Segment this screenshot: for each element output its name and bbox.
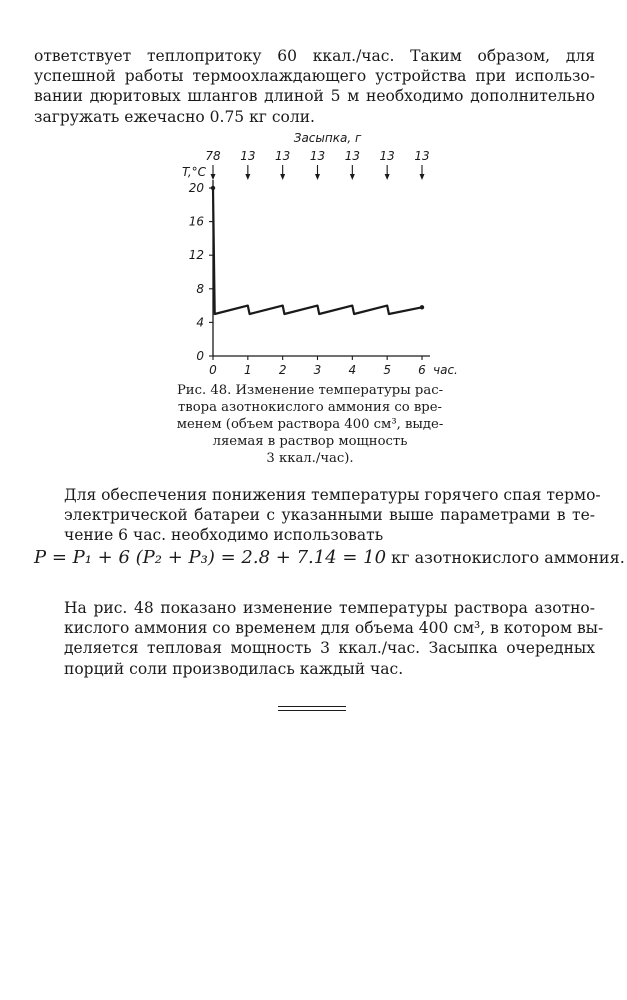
caption-line: твора азотнокислого аммония со вре- <box>177 400 442 415</box>
charge-label: 13 <box>240 149 256 163</box>
charge-arrow-head <box>315 174 320 180</box>
paragraph-line: Для обеспечения понижения температуры горячего спая термо- <box>64 486 601 504</box>
paragraph-line: загружать ежечасно 0.75 кг соли. <box>34 107 315 126</box>
paragraph-3 <box>34 598 604 679</box>
y-tick-label: 0 <box>196 349 204 363</box>
x-tick-label: 0 <box>209 363 217 377</box>
x-tick-label: 5 <box>383 363 391 377</box>
end-rule-top <box>278 706 346 707</box>
paragraph-line: электрической батареи с указанными выше параметрами в те- <box>64 506 595 525</box>
caption-line: менем (объем раствора 400 см³, выде- <box>176 417 444 432</box>
charge-label: 13 <box>344 149 360 163</box>
paragraph-1 <box>34 46 595 127</box>
y-tick-label: 12 <box>188 248 204 263</box>
figure-caption <box>150 382 470 467</box>
charge-arrow-head <box>280 174 285 180</box>
caption-line: ляемая в раствор мощность <box>212 434 408 449</box>
series-end-point <box>420 305 424 309</box>
y-axis-label: T,°C <box>181 165 207 179</box>
x-tick-label: 2 <box>278 363 287 377</box>
charge-label: 13 <box>379 149 395 163</box>
x-axis-label: час. <box>433 363 458 377</box>
charge-arrow-head <box>420 174 425 180</box>
charge-arrow-head <box>350 174 355 180</box>
charge-label: 13 <box>309 149 326 163</box>
charge-arrow-head <box>211 174 216 180</box>
paragraph-line: кислого аммония со временем для объема 400 см³, в котором вы- <box>64 619 604 638</box>
chart-title: Засыпка, г <box>293 131 362 145</box>
x-tick-label: 4 <box>348 363 357 377</box>
paragraph-2 <box>34 485 601 546</box>
y-tick-label: 16 <box>188 214 204 229</box>
paragraph-line: успешной работы термоохлаждающего устройства при использо- <box>34 67 595 86</box>
x-tick-label: 3 <box>313 363 322 377</box>
formula <box>34 547 625 568</box>
paragraph-line: порций соли производилась каждый час. <box>64 659 404 678</box>
paragraph-line: вании дюритовых шлангов длиной 5 м необходимо дополнительно <box>34 87 595 106</box>
figure-48-chart <box>160 124 460 386</box>
charge-arrow-head <box>245 174 250 180</box>
formula-unit-text: кг азотнокислого аммония. <box>386 548 625 567</box>
x-tick-label: 1 <box>244 363 252 377</box>
y-tick-label: 20 <box>188 181 204 195</box>
paragraph-line: деляется тепловая мощность 3 ккал./час. Засыпка очередных <box>64 639 595 658</box>
paragraph-line: чение 6 час. необходимо использовать <box>64 526 384 545</box>
charge-label: 13 <box>414 149 430 163</box>
charge-label: 78 <box>205 149 221 163</box>
y-tick-label: 8 <box>196 281 204 296</box>
series-start-point <box>211 186 215 190</box>
x-tick-label: 6 <box>418 363 426 377</box>
caption-line: 3 ккал./час). <box>266 451 354 466</box>
paragraph-line: ответствует теплопритоку 60 ккал./час. Таким образом, для <box>34 47 595 65</box>
temperature-series-line <box>213 188 422 314</box>
y-tick-label: 4 <box>196 315 204 330</box>
caption-line: Рис. 48. Изменение температуры рас- <box>176 383 444 398</box>
charge-label: 13 <box>275 149 291 163</box>
charge-arrow-head <box>385 174 390 180</box>
paragraph-line: На рис. 48 показано изменение температуры раствора азотно- <box>64 599 595 617</box>
chart-svg <box>160 124 460 386</box>
end-rule-bottom <box>278 710 346 711</box>
formula-math: P = P₁ + 6 (P₂ + P₃) = 2.8 + 7.14 = 10 <box>34 547 387 568</box>
